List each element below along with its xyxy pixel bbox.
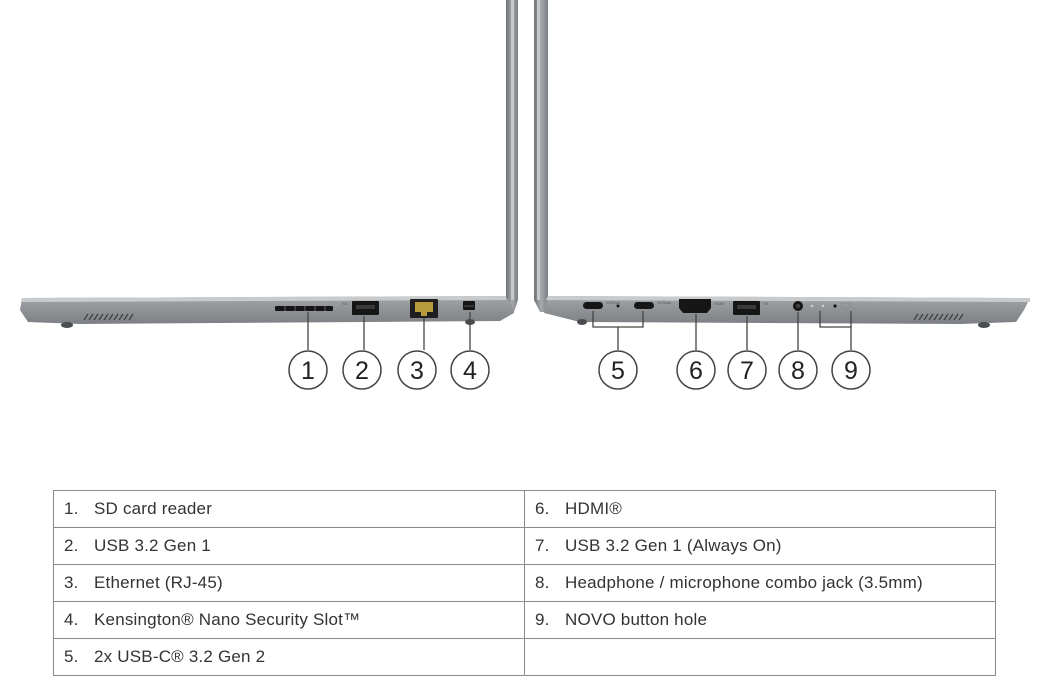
usb-c-1-label: 10Gbps bbox=[606, 300, 621, 305]
item-label: SD card reader bbox=[94, 499, 213, 518]
hdmi-port bbox=[679, 299, 711, 313]
table-cell bbox=[54, 528, 525, 565]
table-cell bbox=[525, 602, 996, 639]
table-row bbox=[54, 565, 996, 602]
item-label: Headphone / microphone combo jack (3.5mm) bbox=[565, 573, 923, 592]
table-row bbox=[54, 602, 996, 639]
callout-circle-9 bbox=[832, 351, 870, 389]
right-foot-front bbox=[978, 322, 990, 328]
table-cell bbox=[525, 491, 996, 528]
callout-number: 2 bbox=[355, 357, 369, 385]
item-number: 2. bbox=[64, 536, 79, 555]
usb-a-right-label: SS bbox=[763, 301, 769, 306]
table-row bbox=[54, 528, 996, 565]
ports-legend-table bbox=[53, 490, 996, 676]
callout-number: 4 bbox=[463, 357, 477, 385]
callout-number: 5 bbox=[611, 357, 625, 385]
item-label: NOVO button hole bbox=[565, 610, 708, 629]
item-label: USB 3.2 Gen 1 bbox=[94, 536, 211, 555]
item-number: 4. bbox=[64, 610, 79, 629]
table-cell bbox=[525, 565, 996, 602]
right-laptop-lid bbox=[534, 0, 548, 312]
callout-number: 3 bbox=[410, 357, 424, 385]
table-cell bbox=[54, 565, 525, 602]
item-number: 5. bbox=[64, 647, 79, 666]
usb-c-port-1 bbox=[583, 302, 603, 309]
item-label: 2x USB-C® 3.2 Gen 2 bbox=[94, 647, 266, 666]
left-foot-front bbox=[61, 322, 73, 328]
item-number: 3. bbox=[64, 573, 79, 592]
item-number: 1. bbox=[64, 499, 79, 518]
callout-circle-6 bbox=[677, 351, 715, 389]
callout-number: 1 bbox=[301, 357, 315, 385]
callout-number: 7 bbox=[740, 357, 754, 385]
item-number: 9. bbox=[535, 610, 550, 629]
item-label: Ethernet (RJ-45) bbox=[94, 573, 223, 592]
novo-button-hole bbox=[833, 304, 836, 307]
callout-circle-2 bbox=[343, 351, 381, 389]
table-cell bbox=[525, 528, 996, 565]
item-number: 6. bbox=[535, 499, 550, 518]
table-cell bbox=[525, 639, 996, 676]
table-row bbox=[54, 639, 996, 676]
hdmi-label: HDMI bbox=[714, 301, 725, 306]
item-number: 7. bbox=[535, 536, 550, 555]
callout-circle-4 bbox=[451, 351, 489, 389]
sd-card-reader-slot bbox=[275, 306, 333, 311]
item-number: 8. bbox=[535, 573, 550, 592]
usb-a-left-label: SS bbox=[342, 301, 348, 306]
left-side-view bbox=[20, 0, 518, 328]
table-cell bbox=[54, 602, 525, 639]
right-side-view bbox=[534, 0, 1030, 328]
table-cell bbox=[54, 491, 525, 528]
item-label: USB 3.2 Gen 1 (Always On) bbox=[565, 536, 782, 555]
callout-number: 6 bbox=[689, 357, 703, 385]
callout-number: 9 bbox=[844, 357, 858, 385]
callout-circle-7 bbox=[728, 351, 766, 389]
usb-c-port-2 bbox=[634, 302, 654, 309]
callout-number: 8 bbox=[791, 357, 805, 385]
item-label: HDMI® bbox=[565, 499, 622, 518]
right-foot-back bbox=[577, 319, 587, 325]
callout-circle-1 bbox=[289, 351, 327, 389]
table-row bbox=[54, 491, 996, 528]
table-cell bbox=[54, 639, 525, 676]
callout-circle-8 bbox=[779, 351, 817, 389]
usb-c-2-label: 10Gbps bbox=[657, 300, 672, 305]
callout-circle-3 bbox=[398, 351, 436, 389]
item-label: Kensington® Nano Security Slot™ bbox=[94, 610, 361, 629]
callout-circle-5 bbox=[599, 351, 637, 389]
